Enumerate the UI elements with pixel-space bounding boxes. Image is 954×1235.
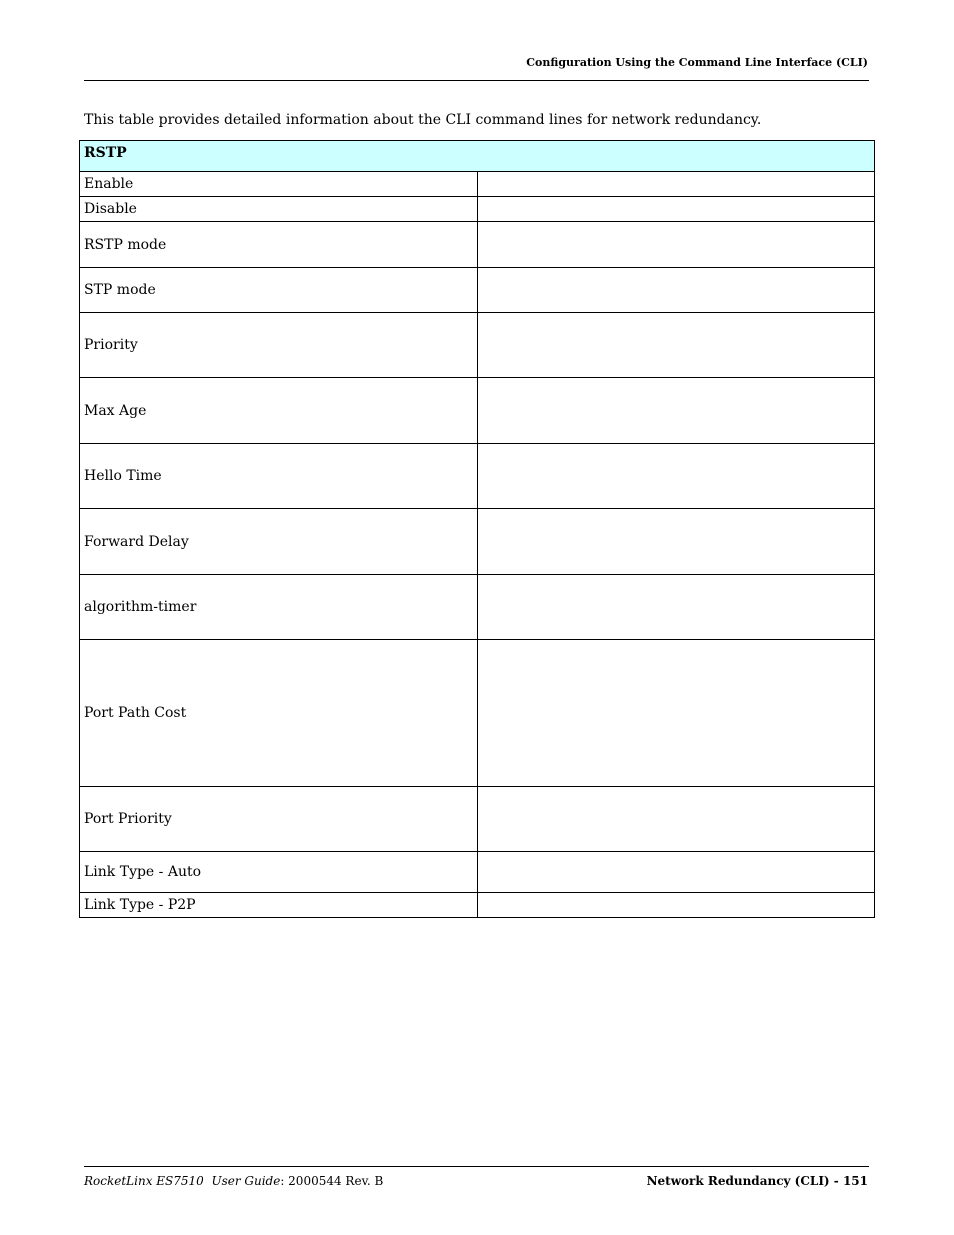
row-label: Port Path Cost xyxy=(80,640,478,787)
row-value xyxy=(477,172,875,197)
table-row xyxy=(80,268,875,313)
row-value xyxy=(477,509,875,575)
row-label: Enable xyxy=(80,172,478,197)
row-value xyxy=(477,197,875,222)
table-row xyxy=(80,313,875,378)
row-label: Link Type - Auto xyxy=(80,852,478,893)
table-row xyxy=(80,640,875,787)
row-label: STP mode xyxy=(80,268,478,313)
row-value xyxy=(477,444,875,509)
row-value xyxy=(477,313,875,378)
header-rule xyxy=(84,80,869,81)
cli-table-container xyxy=(79,140,875,918)
section-title: RSTP xyxy=(80,141,875,172)
row-label: Port Priority xyxy=(80,787,478,852)
row-label: Hello Time xyxy=(80,444,478,509)
row-label: algorithm-timer xyxy=(80,575,478,640)
footer-product: RocketLinx ES7510 xyxy=(84,1174,204,1188)
section-header-row xyxy=(80,141,875,172)
row-value xyxy=(477,893,875,918)
row-value xyxy=(477,852,875,893)
row-value xyxy=(477,575,875,640)
row-label: Forward Delay xyxy=(80,509,478,575)
row-value xyxy=(477,268,875,313)
table-row xyxy=(80,197,875,222)
intro-paragraph: This table provides detailed information about the CLI command lines for network redundancy. xyxy=(84,112,762,128)
table-row xyxy=(80,575,875,640)
row-value xyxy=(477,222,875,268)
table-row xyxy=(80,852,875,893)
footer-page-label: Network Redundancy (CLI) - 151 xyxy=(646,1174,868,1188)
row-label: Link Type - P2P xyxy=(80,893,478,918)
table-row xyxy=(80,444,875,509)
table-row xyxy=(80,787,875,852)
table-row xyxy=(80,222,875,268)
table-row xyxy=(80,509,875,575)
row-value xyxy=(477,640,875,787)
row-label: Max Age xyxy=(80,378,478,444)
table-row xyxy=(80,893,875,918)
table-row xyxy=(80,172,875,197)
row-value xyxy=(477,378,875,444)
footer-rule xyxy=(84,1166,869,1167)
row-value xyxy=(477,787,875,852)
table-row xyxy=(80,378,875,444)
footer-document-info xyxy=(84,1174,383,1188)
footer-guide: User Guide xyxy=(211,1174,281,1188)
row-label: Disable xyxy=(80,197,478,222)
running-header: Configuration Using the Command Line Interface (CLI) xyxy=(526,56,868,69)
row-label: Priority xyxy=(80,313,478,378)
footer-doc-number: : 2000544 Rev. B xyxy=(280,1174,384,1188)
cli-commands-table xyxy=(79,140,875,918)
row-label: RSTP mode xyxy=(80,222,478,268)
